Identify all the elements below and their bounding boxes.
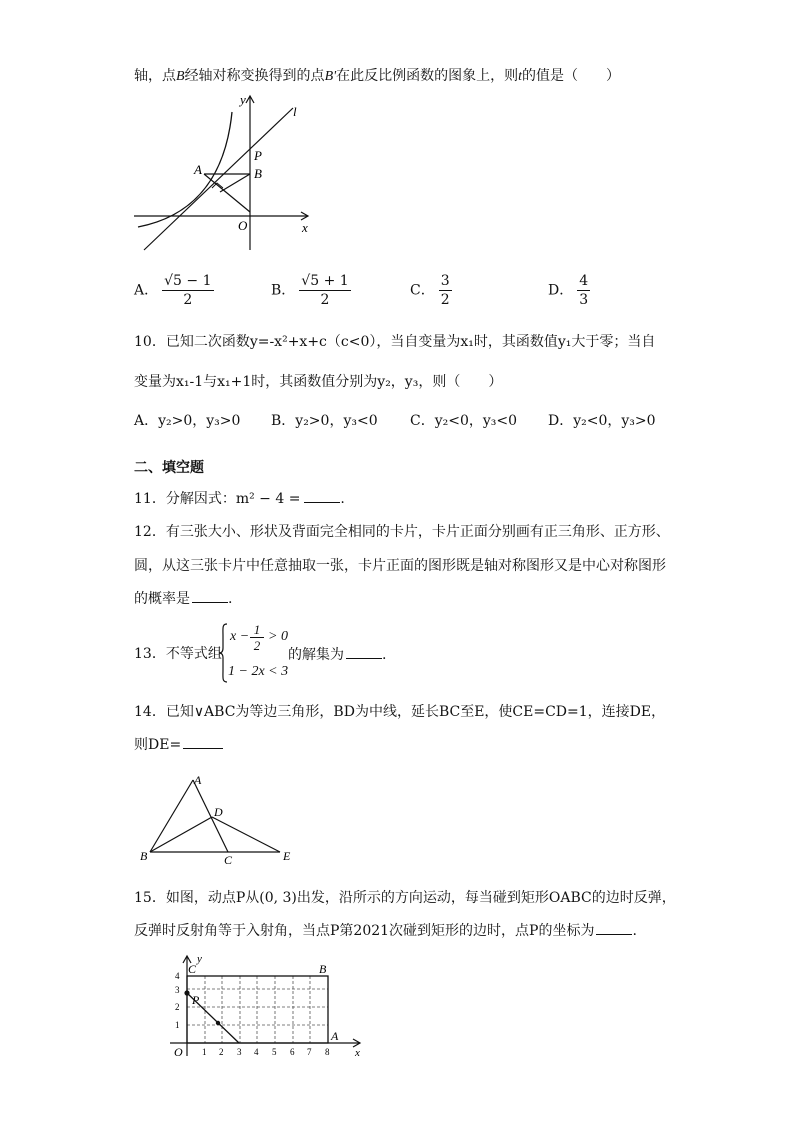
q13-end: . — [382, 647, 387, 663]
label-d: D — [214, 805, 223, 819]
q14-line2 — [134, 734, 223, 755]
option-label: B． — [271, 282, 296, 299]
q12-end: . — [228, 591, 233, 607]
y-tick: 4 — [175, 971, 180, 981]
y-tick: 3 — [175, 985, 180, 995]
q9-text: 经轴对称变换得到的点 — [184, 68, 325, 84]
label-c: C — [224, 853, 233, 866]
label-b: B — [319, 962, 327, 976]
grid — [187, 976, 328, 1043]
x-tick: 6 — [290, 1047, 295, 1057]
answer-blank[interactable] — [183, 734, 223, 749]
q9-stem — [134, 66, 620, 87]
label-y: y — [240, 92, 246, 107]
q13-prefix: 13．不等式组 — [134, 646, 222, 662]
segment-ac — [193, 780, 228, 852]
path-point — [216, 1021, 220, 1025]
q12-line3 — [134, 588, 232, 609]
q15-text: 反弹时反射角等于入射角，当点P第2021次碰到矩形的边时，点P的坐标为 — [134, 923, 595, 939]
q9-text: 轴，点 — [134, 68, 176, 84]
label-o: O — [174, 1045, 183, 1059]
q15-figure — [160, 952, 370, 1062]
q10-line1: 10．已知二次函数y=-x²+x+c（c<0），当自变量为x₁时，其函数值y₁大于零；当自 — [134, 334, 656, 350]
q9-text: 在此反比例函数的图象上，则 — [336, 68, 519, 84]
denominator: 2 — [183, 292, 193, 308]
segment-ab — [150, 780, 193, 852]
q10-option-d[interactable]: D．y₂<0，y₃>0 — [548, 413, 656, 429]
numerator: 1 — [250, 622, 264, 638]
x-tick: 1 — [202, 1047, 207, 1057]
q13-ineq1-b: > 0 — [268, 629, 288, 644]
denominator: 2 — [440, 292, 450, 308]
q14-figure — [136, 772, 296, 866]
q9-option-d[interactable] — [548, 272, 594, 309]
start-point — [184, 990, 189, 995]
y-tick-labels — [175, 971, 180, 1030]
y-tick: 2 — [175, 1002, 180, 1012]
q10-option-c[interactable]: C．y₂<0，y₃<0 — [410, 413, 518, 429]
q13-ineq2: 1 − 2x < 3 — [228, 664, 289, 679]
answer-blank[interactable] — [304, 488, 340, 503]
q9-text: 的值是（ ） — [522, 68, 620, 84]
denominator: 2 — [253, 638, 261, 653]
numerator: √5 − 1 — [164, 273, 212, 289]
answer-blank[interactable] — [346, 644, 382, 659]
denominator: 2 — [320, 292, 330, 308]
denominator: 3 — [579, 292, 589, 308]
rectangle-oabc — [187, 976, 328, 1043]
label-b: B — [254, 166, 262, 181]
q9-point-b: B — [176, 69, 185, 84]
q10-line2: 变量为x₁-1与x₁+1时，其函数值分别为y₂，y₃，则（ ） — [134, 374, 503, 390]
answer-blank[interactable] — [596, 920, 632, 935]
fraction — [439, 272, 452, 309]
q12-text: 的概率是 — [134, 591, 190, 607]
line-l — [144, 108, 293, 250]
numerator: √5 + 1 — [301, 273, 349, 289]
segment-bd — [150, 817, 212, 852]
numerator: 3 — [440, 273, 450, 289]
label-l: l — [293, 104, 297, 119]
q9-var-t: t — [518, 69, 522, 84]
fraction — [299, 272, 350, 309]
label-o: O — [238, 218, 248, 233]
q11-text: 11．分解因式：m² − 4 = — [134, 491, 301, 507]
q12-line2: 圆，从这三张卡片中任意抽取一张，卡片正面的图形既是轴对称图形又是中心对称图形 — [134, 558, 666, 574]
q11-end: . — [340, 491, 345, 507]
q14-line1: 14．已知∨ABC为等边三角形，BD为中线，延长BC至E，使CE=CD=1，连接DE， — [134, 704, 666, 720]
q9-option-c[interactable] — [410, 272, 456, 309]
hyperbola-curve — [138, 112, 232, 227]
option-label: C． — [410, 282, 435, 299]
label-x: x — [302, 220, 308, 235]
q9-figure — [130, 92, 320, 262]
q9-point-b-prime: B' — [324, 69, 337, 84]
label-a: A — [331, 1029, 339, 1043]
fraction — [162, 272, 213, 309]
q13-text: 的解集为 — [288, 647, 344, 663]
x-tick-labels — [202, 1047, 330, 1057]
x-tick: 8 — [325, 1047, 330, 1057]
fraction — [577, 272, 590, 309]
segment-de — [212, 817, 280, 852]
q10-option-b[interactable]: B．y₂>0，y₃<0 — [271, 413, 378, 429]
label-p: P — [254, 148, 262, 163]
label-b: B — [140, 849, 148, 863]
label-a: A — [194, 773, 202, 787]
q10-option-a[interactable]: A．y₂>0，y₃>0 — [134, 413, 241, 429]
option-label: A． — [134, 282, 159, 299]
numerator: 4 — [579, 273, 589, 289]
x-tick: 4 — [254, 1047, 259, 1057]
option-label: D． — [548, 282, 574, 299]
section-title: 二、填空题 — [134, 460, 204, 476]
label-y: y — [197, 953, 202, 965]
q12-line1: 12．有三张大小、形状及背面完全相同的卡片，卡片正面分别画有正三角形、正方形、 — [134, 524, 670, 540]
q15-line2 — [134, 920, 637, 941]
q13-fraction — [250, 622, 264, 653]
x-tick: 3 — [237, 1047, 242, 1057]
q15-line1: 15．如图，动点P从(0, 3)出发，沿所示的方向运动，每当碰到矩形OABC的边时反弹， — [134, 890, 676, 906]
segment-b-perp — [220, 174, 250, 192]
q15-end: . — [632, 923, 637, 939]
x-tick: 7 — [307, 1047, 312, 1057]
q14-text: 则DE= — [134, 737, 182, 753]
segment-ao — [204, 174, 250, 212]
q13-brace — [218, 622, 228, 684]
label-p: P — [192, 993, 200, 1007]
answer-blank[interactable] — [192, 588, 228, 603]
q9-option-a[interactable] — [134, 272, 218, 309]
q13-ineq1 — [230, 627, 249, 647]
x-tick: 2 — [219, 1047, 224, 1057]
label-e: E — [283, 849, 291, 863]
x-tick: 5 — [272, 1047, 277, 1057]
label-x: x — [355, 1047, 360, 1059]
q13-suffix — [288, 644, 386, 665]
y-tick: 1 — [175, 1020, 180, 1030]
q9-option-b[interactable] — [271, 272, 355, 309]
q13-ineq1-a: x − — [230, 629, 250, 644]
label-c: C — [188, 962, 197, 976]
q11 — [134, 488, 345, 509]
label-a: A — [194, 162, 202, 177]
